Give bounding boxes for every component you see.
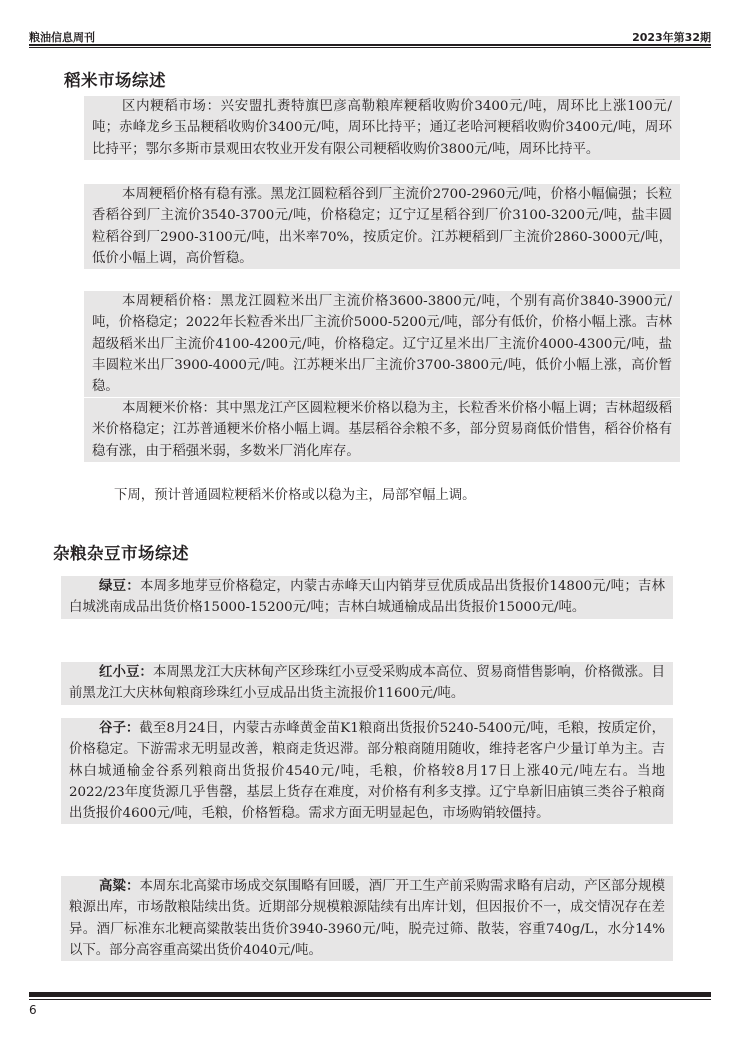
- grain-item-mung-bean: [61, 576, 673, 619]
- item-label: 绿豆：: [99, 579, 140, 594]
- header-rule: [29, 44, 711, 46]
- item-label: 红小豆：: [99, 665, 153, 680]
- grain-item-sorghum: [61, 876, 673, 961]
- rice-section-title: 稻米市场综述: [64, 71, 166, 90]
- rice-paragraph: 下周，预计普通圆粒粳稻米价格或以稳为主，局部窄幅上调。: [114, 488, 476, 503]
- issue-number: 2023年第32期: [632, 31, 711, 44]
- page-number: 6: [29, 1003, 37, 1017]
- rice-paragraph: 本周粳米价格：其中黑龙江产区圆粒粳米价格以稳为主，长粒香米价格小幅上调；吉林超级稻米价格稳定；江苏普通粳米价格小幅上调。基层稻谷余粮不多，部分贸易商低价惜售，稻谷价格有稳有涨，由于稻强米弱，多数米厂消化库存。: [84, 398, 680, 462]
- item-text: 本周黑龙江大庆林甸产区珍珠红小豆受采购成本高位、贸易商惜售影响，价格微涨。目前黑龙江大庆林甸粮商珍珠红小豆成品出货主流报价11600元/吨。: [69, 665, 666, 702]
- item-text: 本周东北高粱市场成交氛围略有回暖，酒厂开工生产前采购需求略有启动，产区部分规模粮源出库，市场散粮陆续出货。近期部分规模粮源陆续有出库计划，但因报价不一，成交情况存在差异。酒厂标准东北粳高粱散装出货价3940-3960元/吨，脱壳过筛、散装，容重740g/L，水分14%以下。部分高容重高粱出货价4040元/吨。: [69, 879, 665, 958]
- rice-paragraph: 本周粳稻价格：黑龙江圆粒米出厂主流价格3600-3800元/吨，个别有高价3840-3900元/吨，价格稳定；2022年长粒香米出厂主流价5000-5200元/吨，部分有低价，价格小幅上涨。吉林超级稻米出厂主流价4100-4200元/吨，价格稳定。辽宁辽星米出厂主流价4000-4300元/吨，盐丰圆粒米出厂3900-4000元/吨。江苏粳米出厂主流价3700-3800元/吨，低价小幅上涨，高价暂稳。: [84, 291, 680, 397]
- footer-rule: [29, 992, 711, 997]
- footer-rule-thin: [29, 999, 711, 1000]
- item-text: 本周多地芽豆价格稳定，内蒙古赤峰天山内销芽豆优质成品出货报价14800元/吨；吉林白城洮南成品出货价格15000-15200元/吨；吉林白城通榆成品出货报价15000元/吨。: [69, 579, 666, 616]
- grain-item-millet: [61, 718, 673, 824]
- header-rule-thin: [29, 47, 711, 48]
- item-label: 高粱：: [99, 879, 140, 894]
- item-label: 谷子：: [99, 721, 140, 736]
- rice-paragraph: 本周粳稻价格有稳有涨。黑龙江圆粒稻谷到厂主流价2700-2960元/吨，价格小幅偏强；长粒香稻谷到厂主流价3540-3700元/吨，价格稳定；辽宁辽星稻谷到厂价3100-3200元/吨，盐丰圆粒稻谷到厂2900-3100元/吨，出米率70%，按质定价。江苏粳稻到厂主流价2860-3000元/吨，低价小幅上调，高价暂稳。: [84, 184, 680, 269]
- grain-item-red-bean: [61, 662, 673, 705]
- rice-paragraph: 区内粳稻市场：兴安盟扎赉特旗巴彦高勒粮库粳稻收购价3400元/吨，周环比上涨100元/吨；赤峰龙乡玉品粳稻收购价3400元/吨，周环比持平；通辽老哈河粳稻收购价3400元/吨，周环比持平；鄂尔多斯市景观田农牧业开发有限公司粳稻收购价3800元/吨，周环比持平。: [84, 96, 680, 160]
- item-text: 截至8月24日，内蒙古赤峰黄金苗K1粮商出货报价5240-5400元/吨，毛粮，按质定价，价格稳定。下游需求无明显改善，粮商走货迟滞。部分粮商随用随收，维持老客户少量订单为主。吉林白城通榆金谷系列粮商出货报价4540元/吨，毛粮，价格较8月17日上涨40元/吨左右。当地2022/23年度货源几乎售罄，基层上货存在难度，对价格有利多支撑。辽宁阜新旧庙镇三类谷子粮商出货报价4600元/吨，毛粮，价格暂稳。需求方面无明显起色，市场购销较僵持。: [69, 721, 665, 822]
- page-header: [29, 26, 711, 44]
- grain-section-title: 杂粮杂豆市场综述: [53, 544, 189, 563]
- publication-name: 粮油信息周刊: [29, 31, 95, 44]
